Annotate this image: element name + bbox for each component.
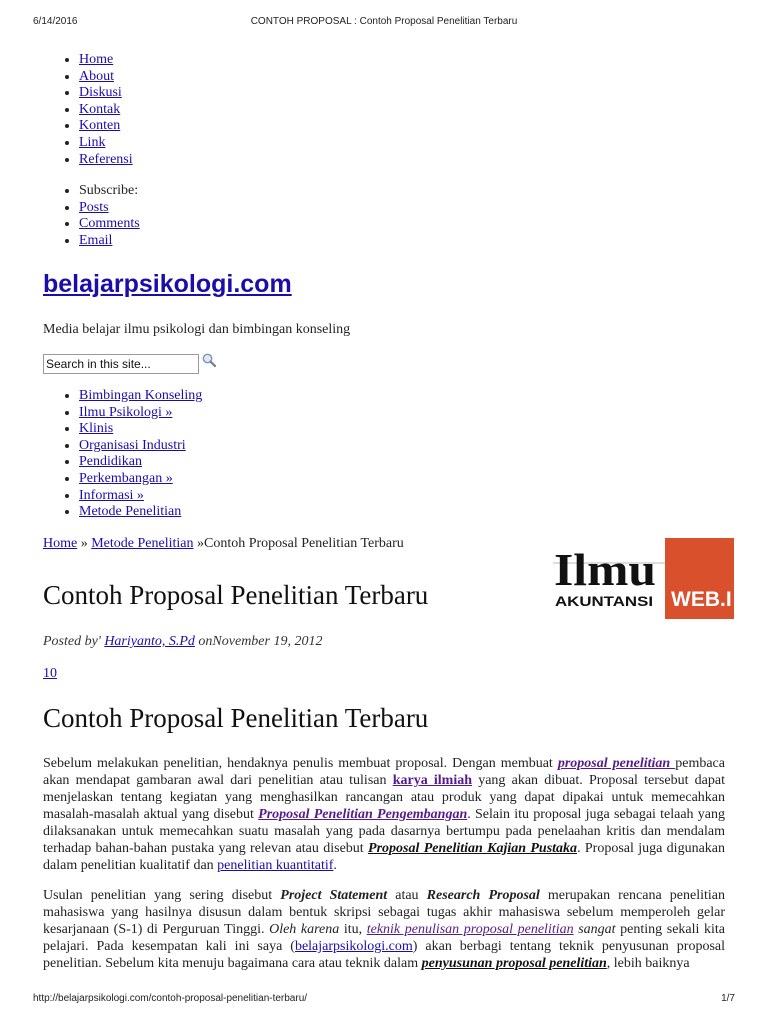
- text-run: , lebih baiknya: [606, 956, 690, 971]
- nav-link-about[interactable]: About: [79, 68, 114, 84]
- text-run: itu,: [339, 922, 367, 937]
- italic-text: Oleh karena: [269, 922, 340, 937]
- print-title: CONTOH PROPOSAL : Contoh Proposal Penelitian Terbaru: [250, 16, 518, 27]
- subscribe-posts-link[interactable]: Posts: [79, 199, 109, 215]
- category-item-bimbingan-konseling: [79, 388, 202, 405]
- subscribe-comments-link[interactable]: Comments: [79, 216, 140, 232]
- print-page-number: 1/7: [721, 993, 735, 1004]
- nav-link-home[interactable]: Home: [79, 52, 114, 67]
- breadcrumb-separator: »: [77, 536, 92, 551]
- search-input[interactable]: [43, 354, 199, 374]
- print-footer: [0, 993, 768, 1007]
- bold-term: Project Statement: [280, 888, 388, 903]
- author-link[interactable]: Hariyanto, S.Pd: [104, 634, 195, 649]
- ad-banner[interactable]: [553, 538, 734, 619]
- category-link-informasi[interactable]: Informasi »: [79, 487, 144, 503]
- category-link-pendidikan[interactable]: Pendidikan: [79, 454, 142, 470]
- link-proposal-penelitian[interactable]: proposal penelitian: [557, 756, 676, 771]
- category-item-ilmu-psikologi: [79, 405, 202, 422]
- text-run: yang akan dibuat. Proposal tersebut dapat menjelaskan tentang kegiatan yang menghasilkan rancangan atau produk yang dapat dipakai untuk memecahkan masalah-masalah aktual yang disebut: [43, 773, 725, 822]
- subscribe-email-link[interactable]: Email: [79, 232, 113, 248]
- text-run: .: [333, 858, 337, 873]
- category-item-perkembangan: [79, 471, 202, 488]
- text-run: penting sekali kita pelajari. Pada kesempatan kali ini saya (: [43, 922, 725, 954]
- link-belajarpsikologi[interactable]: belajarpsikologi.com: [294, 939, 413, 954]
- breadcrumb-current: Contoh Proposal Penelitian Terbaru: [203, 536, 404, 551]
- text-run: pembaca akan mendapat gambaran awal dari penelitian atau tulisan: [43, 756, 725, 788]
- category-nav: [60, 388, 202, 521]
- link-karya-ilmiah[interactable]: karya ilmiah: [392, 773, 473, 788]
- post-title: Contoh Proposal Penelitian Terbaru: [43, 580, 429, 610]
- text-run: ) akan berbagi tentang teknik penyusunan proposal penelitian. Sebelum kita menuju bagaimana cara atau teknik dalam: [43, 939, 725, 971]
- subscribe-list: [60, 183, 140, 249]
- subscribe-label: • Subscribe:: [79, 183, 140, 200]
- category-item-organisasi-industri: [79, 438, 202, 455]
- article-paragraph: [43, 755, 725, 874]
- post-meta: [43, 634, 322, 650]
- category-link-klinis[interactable]: Klinis: [79, 421, 114, 437]
- on-label: on: [194, 634, 213, 649]
- breadcrumb-home-link[interactable]: Home: [43, 536, 78, 551]
- subscribe-item-email: [79, 233, 140, 250]
- nav-item-diskusi: [79, 85, 133, 102]
- category-item-klinis: [79, 421, 202, 438]
- nav-link-kontak[interactable]: Kontak: [79, 101, 121, 117]
- category-link-bimbingan-konseling[interactable]: Bimbingan Konseling: [79, 388, 203, 403]
- text-run: merupakan rencana penelitian mahasiswa yang hasilnya disusun dalam bentuk skripsi sebagai tugas akhir mahasiswa sebelum memperoleh gelar kesarjanaan (S-1) di Perguruan Tinggi.: [43, 888, 726, 937]
- nav-link-konten[interactable]: Konten: [79, 118, 121, 134]
- text-run: Sebelum melakukan penelitian, hendaknya penulis membuat proposal. Dengan membuat: [43, 756, 558, 771]
- category-link-ilmu-psikologi[interactable]: Ilmu Psikologi »: [79, 404, 173, 420]
- subscribe-item-comments: [79, 216, 140, 233]
- category-item-metode-penelitian: [79, 504, 202, 521]
- bold-term: Research Proposal: [426, 888, 540, 903]
- category-link-organisasi-industri[interactable]: Organisasi Industri: [79, 437, 186, 453]
- link-teknik-penulisan[interactable]: teknik penulisan proposal penelitian: [366, 922, 574, 937]
- ad-word-web: WEB.I: [671, 588, 732, 611]
- search-icon[interactable]: [201, 352, 217, 368]
- text-run: atau: [387, 888, 427, 903]
- italic-text: sangat: [573, 922, 616, 937]
- nav-link-link[interactable]: Link: [79, 134, 106, 150]
- print-url: http://belajarpsikologi.com/contoh-proposal-penelitian-terbaru/: [33, 993, 308, 1004]
- subscribe-item-posts: [79, 200, 140, 217]
- text-run: . Proposal juga digunakan dalam penelitian kualitatif dan: [43, 841, 725, 873]
- print-date: 6/14/2016: [33, 16, 78, 27]
- nav-item-link: [79, 135, 133, 152]
- nav-item-kontak: [79, 102, 133, 119]
- link-proposal-kajian-pustaka[interactable]: Proposal Penelitian Kajian Pustaka: [368, 841, 578, 856]
- print-header: [0, 16, 768, 30]
- category-link-perkembangan[interactable]: Perkembangan »: [79, 470, 173, 486]
- page-nav: [60, 52, 133, 168]
- posted-by-label: Posted by': [43, 634, 105, 649]
- category-item-informasi: [79, 488, 202, 505]
- text-run: Usulan penelitian yang sering disebut: [43, 888, 281, 903]
- ad-word-ilmu: Ilmu: [554, 544, 656, 595]
- link-proposal-pengembangan[interactable]: Proposal Penelitian Pengembangan: [258, 807, 468, 822]
- nav-item-referensi: [79, 152, 133, 169]
- category-link-metode-penelitian[interactable]: Metode Penelitian: [79, 504, 182, 520]
- site-title-link[interactable]: belajarpsikologi.com: [43, 270, 292, 298]
- nav-item-konten: [79, 118, 133, 135]
- link-penelitian-kuantitatif[interactable]: penelitian kuantitatif: [217, 858, 334, 873]
- nav-item-about: [79, 69, 133, 86]
- text-run: . Selain itu proposal juga sebagai telaah yang dilaksanakan untuk memecahkan suatu masalah yang pada dasarnya bertumpu pada penelaahan kritis dan mendalam terhadap bahan-bahan pustaka yang relevan atau disebut: [43, 807, 725, 856]
- link-penyusunan-proposal[interactable]: penyusunan proposal penelitian: [421, 956, 607, 971]
- ad-word-akuntansi: AKUNTANSI: [555, 593, 653, 609]
- comment-count-link[interactable]: 10: [43, 666, 57, 681]
- site-tagline: Media belajar ilmu psikologi dan bimbingan konseling: [43, 322, 351, 337]
- post-date: November 19, 2012: [212, 634, 323, 649]
- nav-link-referensi[interactable]: Referensi: [79, 151, 133, 167]
- breadcrumb-section-link[interactable]: Metode Penelitian: [91, 536, 194, 551]
- category-item-pendidikan: [79, 454, 202, 471]
- breadcrumb: [43, 536, 404, 552]
- breadcrumb-separator: »: [193, 536, 204, 551]
- nav-item-home: [79, 52, 133, 69]
- article-heading: Contoh Proposal Penelitian Terbaru: [43, 703, 429, 733]
- nav-link-diskusi[interactable]: Diskusi: [79, 85, 122, 101]
- article-paragraph: [43, 887, 725, 972]
